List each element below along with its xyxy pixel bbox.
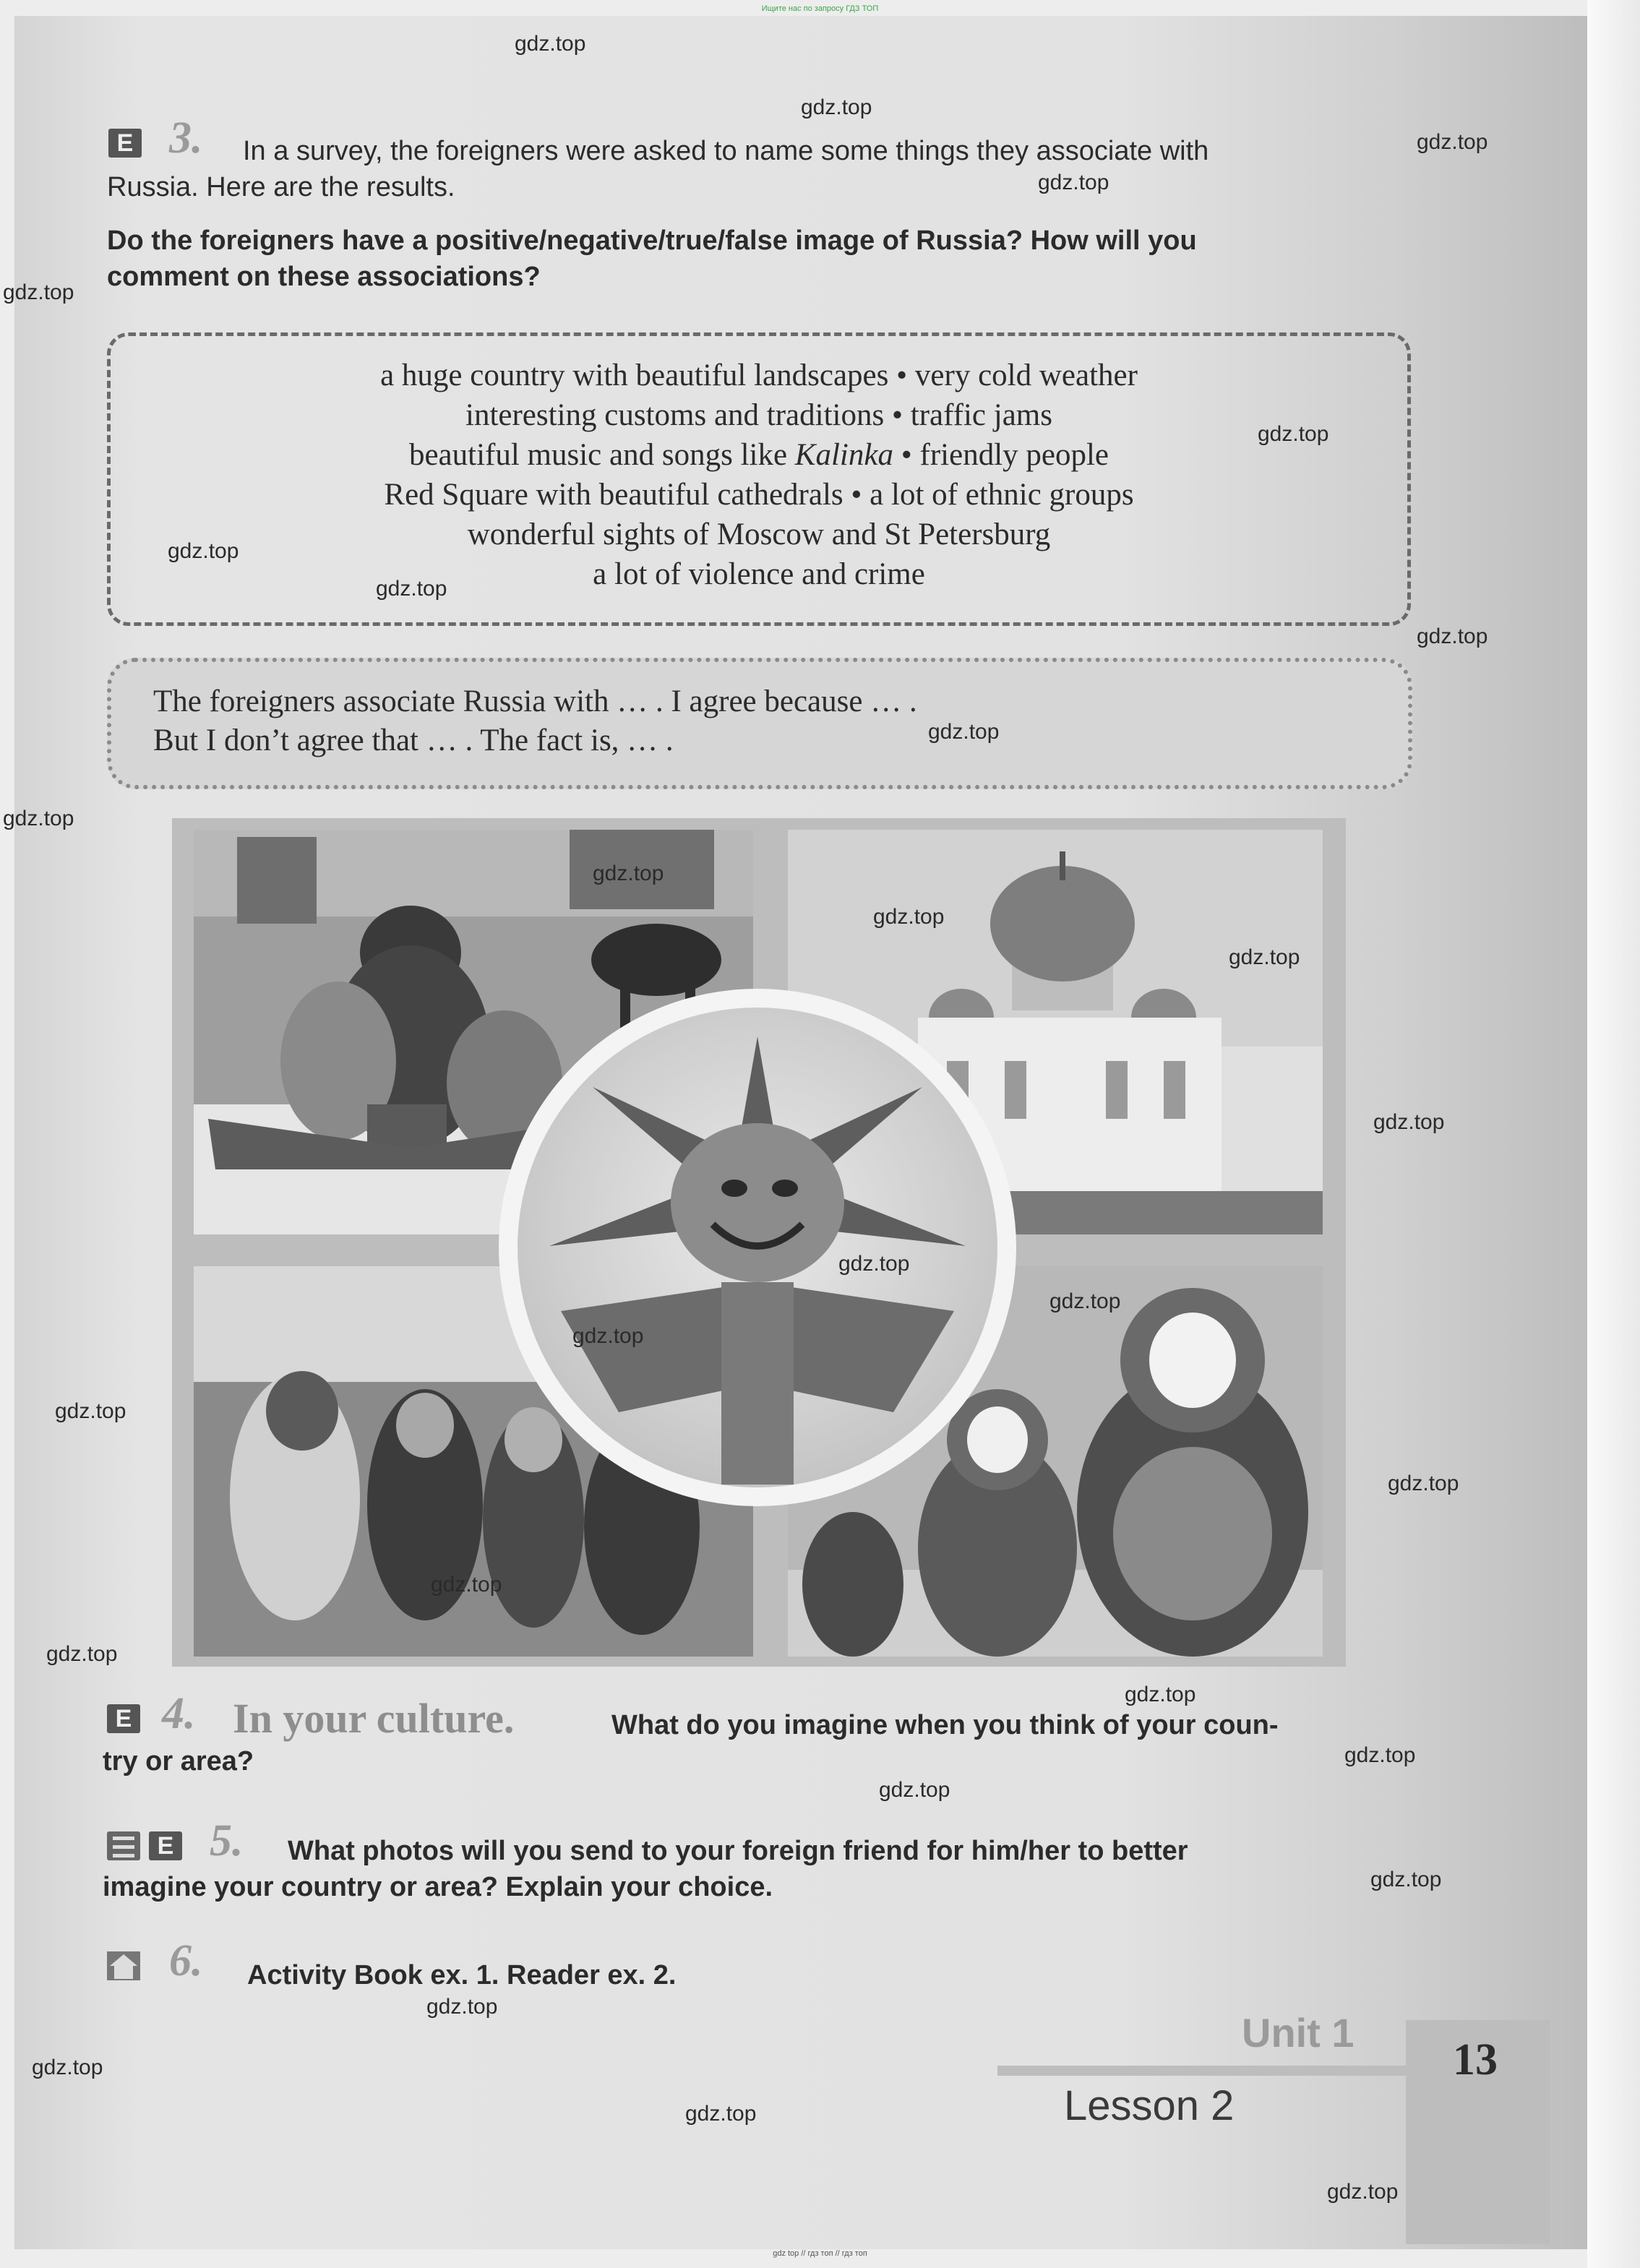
- exercise-6-text: Activity Book ex. 1. Reader ex. 2.: [247, 1960, 677, 1990]
- exercise-5-text-line1: What photos will you send to your foreign friend for him/her to better: [288, 1836, 1188, 1866]
- associations-box: [107, 332, 1411, 626]
- exercise-5-text-line2: imagine your country or area? Explain your choice.: [103, 1872, 773, 1902]
- bottom-banner: gdz top // гдз топ // гдз топ: [773, 2249, 867, 2258]
- lesson-label: Lesson 2: [1064, 2082, 1235, 2129]
- watermark: gdz.top: [1049, 1289, 1121, 1313]
- watermark: gdz.top: [1370, 1868, 1442, 1891]
- watermark: gdz.top: [1327, 2180, 1399, 2204]
- watermark: gdz.top: [1038, 171, 1109, 194]
- book-icon: [107, 1831, 140, 1860]
- watermark: gdz.top: [593, 862, 664, 885]
- phrase-box: [107, 658, 1412, 789]
- watermark: gdz.top: [873, 905, 945, 929]
- watermark: gdz.top: [838, 1252, 910, 1276]
- association-line: interesting customs and traditions • traffic jams: [465, 398, 1052, 432]
- watermark: gdz.top: [376, 577, 447, 601]
- site-banner[interactable]: Ищите нас по запросу ГДЗ ТОП: [761, 4, 879, 13]
- watermark: gdz.top: [426, 1995, 498, 2019]
- watermark: gdz.top: [1344, 1743, 1416, 1767]
- watermark: gdz.top: [168, 539, 239, 563]
- exercise-3-question-line1: Do the foreigners have a positive/negative/true/false image of Russia? How will you: [107, 225, 1197, 256]
- exercise-4-number: 4.: [162, 1689, 196, 1738]
- e-icon: E: [108, 129, 142, 158]
- home-icon: [107, 1951, 140, 1980]
- phrase-line: But I don’t agree that … . The fact is, … .: [153, 723, 674, 757]
- association-line: beautiful music and songs like Kalinka • friendly people: [408, 438, 1109, 472]
- watermark: gdz.top: [801, 95, 872, 119]
- exercise-3-intro-line2: Russia. Here are the results.: [107, 172, 455, 202]
- exercise-3-intro-line1: In a survey, the foreigners were asked to name some things they associate with: [243, 136, 1209, 166]
- watermark: gdz.top: [1258, 422, 1329, 446]
- exercise-3-number: 3.: [169, 113, 203, 163]
- watermark: gdz.top: [1388, 1472, 1459, 1495]
- watermark: gdz.top: [3, 807, 74, 830]
- e-icon: E: [107, 1704, 140, 1733]
- association-line: a lot of violence and crime: [593, 557, 925, 591]
- page-number: 13: [1453, 2035, 1498, 2084]
- watermark: gdz.top: [431, 1573, 502, 1597]
- association-line: a huge country with beautiful landscapes • very cold weather: [380, 358, 1138, 392]
- photo-sun-effigy: [518, 1008, 997, 1487]
- exercise-3-question-line2: comment on these associations?: [107, 262, 541, 292]
- song-title: Kalinka: [794, 438, 893, 472]
- watermark: gdz.top: [1229, 945, 1300, 969]
- exercise-4-text-line2: try or area?: [103, 1746, 254, 1777]
- phrase-line: The foreigners associate Russia with … . I agree because … .: [153, 684, 917, 718]
- unit-label: Unit 1: [1242, 2010, 1354, 2056]
- watermark: gdz.top: [1417, 130, 1488, 154]
- watermark: gdz.top: [32, 2056, 103, 2079]
- watermark: gdz.top: [928, 720, 1000, 744]
- watermark: gdz.top: [572, 1324, 644, 1348]
- watermark: gdz.top: [55, 1399, 126, 1423]
- association-line: Red Square with beautiful cathedrals • a lot of ethnic groups: [384, 478, 1134, 512]
- association-line: wonderful sights of Moscow and St Petersburg: [467, 517, 1051, 551]
- exercise-4-heading: In your culture.: [233, 1695, 515, 1742]
- exercise-5-number: 5.: [210, 1816, 244, 1865]
- watermark: gdz.top: [515, 32, 586, 56]
- exercise-4-text-line1: What do you imagine when you think of your coun-: [611, 1710, 1279, 1740]
- watermark: gdz.top: [1417, 624, 1488, 648]
- watermark: gdz.top: [685, 2102, 757, 2126]
- watermark: gdz.top: [46, 1642, 118, 1666]
- page-margin: [1587, 0, 1640, 2268]
- watermark: gdz.top: [3, 280, 74, 304]
- watermark: gdz.top: [1125, 1683, 1196, 1706]
- watermark: gdz.top: [879, 1778, 950, 1802]
- watermark: gdz.top: [1373, 1110, 1445, 1134]
- e-icon: E: [149, 1831, 182, 1860]
- exercise-6-number: 6.: [169, 1936, 203, 1985]
- footer-rule: [997, 2066, 1406, 2076]
